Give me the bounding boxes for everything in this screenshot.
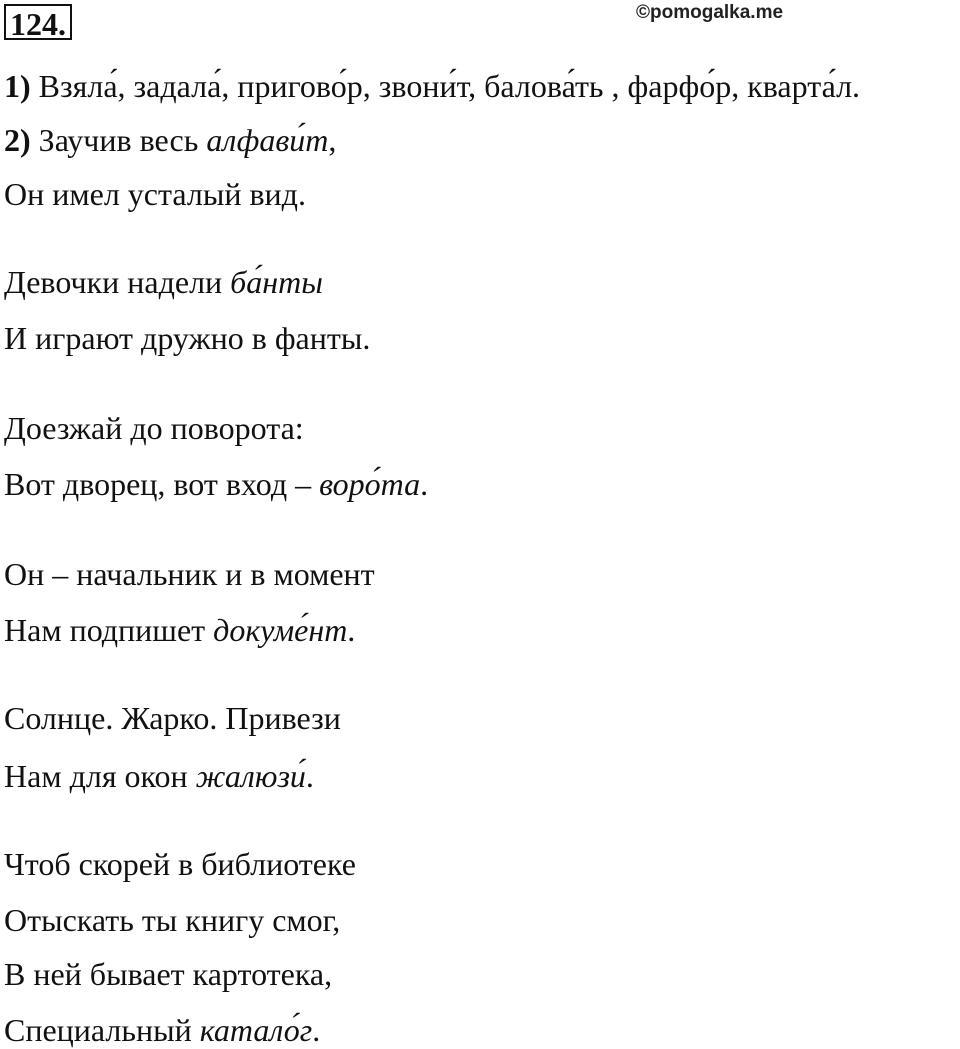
watermark: ©pomogalka.me (636, 2, 784, 23)
poem-line-5: Доезжай до поворота: (4, 410, 304, 446)
poem-line-1 (4, 122, 336, 158)
poem-line-10-post: . (305, 758, 314, 794)
poem-line-6-pre: Вот дворец, вот вход – (4, 466, 320, 502)
poem-line-1-pre: Заучив весь (30, 122, 207, 158)
part2-label: 2) (4, 122, 31, 158)
accent-word-bows: ба́нты (230, 264, 323, 300)
poem-line-12: Отыскать ты книгу смог, (4, 902, 341, 938)
poem-line-11: Чтоб скорей в библиотеке (4, 846, 356, 882)
poem-line-9: Солнце. Жарко. Привези (4, 700, 341, 736)
accent-word-gates: воро́та (319, 466, 421, 502)
poem-line-1-post: , (328, 122, 337, 158)
accent-word-document: докуме́нт (213, 612, 348, 648)
poem-line-7: Он – начальник и в момент (4, 556, 375, 592)
part1-text: Взяла́, задала́, пригово́р, звони́т, балова́ть , фарфо́р, кварта́л. (30, 68, 861, 104)
poem-line-2: Он имел усталый вид. (4, 176, 306, 212)
poem-line-8-post: . (347, 612, 356, 648)
poem-line-8 (4, 612, 355, 648)
poem-line-14-post: . (312, 1012, 321, 1048)
accent-word-blinds: жалюзи́ (195, 758, 306, 794)
poem-line-14-pre: Специальный (4, 1012, 200, 1048)
poem-line-6 (4, 466, 428, 502)
poem-line-10-pre: Нам для окон (4, 758, 196, 794)
poem-line-8-pre: Нам подпишет (4, 612, 214, 648)
accent-word-catalog: катало́г (199, 1012, 313, 1048)
poem-line-3-pre: Девочки надели (4, 264, 231, 300)
task-number: 124. (4, 4, 72, 40)
accent-word-alphabet: алфави́т (206, 122, 329, 158)
poem-line-6-post: . (420, 466, 429, 502)
part1-line (4, 68, 860, 104)
poem-line-10 (4, 758, 314, 794)
poem-line-13: В ней бывает картотека, (4, 956, 333, 992)
poem-line-4: И играют дружно в фанты. (4, 320, 371, 356)
part1-label: 1) (4, 68, 31, 104)
poem-line-3 (4, 264, 323, 300)
poem-line-14 (4, 1012, 320, 1048)
